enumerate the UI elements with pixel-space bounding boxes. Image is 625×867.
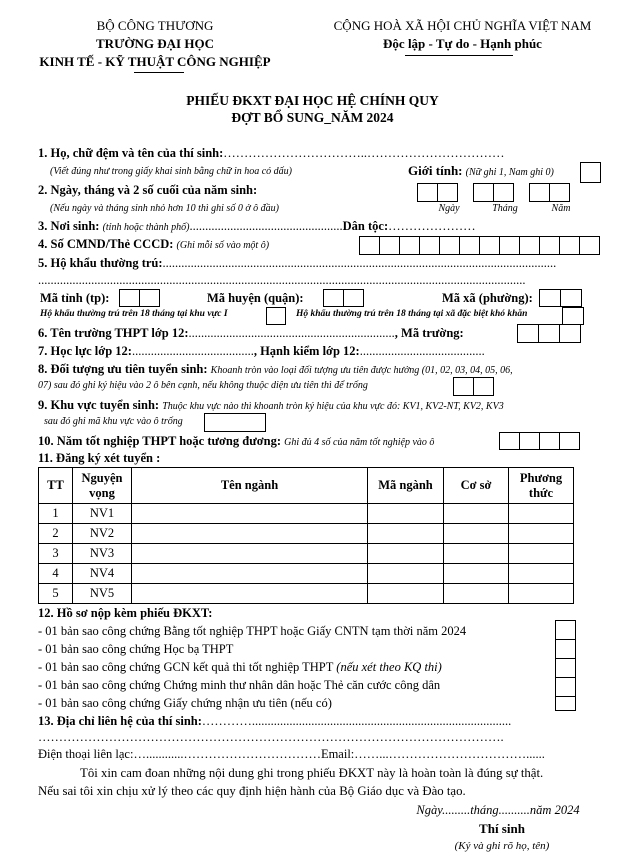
col-header-choice: Nguyện vọng: [73, 468, 132, 504]
row-tt: 2: [39, 524, 73, 544]
major-code-cell[interactable]: [368, 504, 444, 524]
field-residence[interactable]: [38, 256, 556, 271]
dob-year-boxes[interactable]: [530, 183, 570, 202]
country-name: CỘNG HOÀ XÃ HỘI CHỦ NGHĨA VIỆT NAM: [333, 18, 592, 33]
field-full-name[interactable]: [38, 146, 505, 161]
phone-label: Điện thoại liên lạc:: [38, 747, 134, 761]
school-code-label: , Mã trường:: [394, 326, 464, 340]
birthplace-dots: .................................................: [189, 219, 343, 233]
birthplace-label: 3. Nơi sinh:: [38, 219, 100, 233]
table-row: [39, 544, 574, 564]
registration-label: 11. Đăng ký xét tuyển :: [38, 451, 161, 465]
major-code-cell[interactable]: [368, 564, 444, 584]
field-graduation-year: [38, 434, 434, 449]
form-subtitle: ĐỢT BỔ SUNG_NĂM 2024: [231, 110, 394, 125]
major-cell[interactable]: [132, 564, 368, 584]
table-row: [39, 524, 574, 544]
method-cell[interactable]: [509, 544, 574, 564]
priority-note2: 07) sau đó ghi ký hiệu vào 2 ô bên cạnh, nếu không thuộc diện ưu tiên thì để trống: [38, 380, 368, 391]
region-note1: Thuộc khu vực nào thì khoanh tròn ký hiệu của khu vực đó: KV1, KV2-NT, KV2, KV3: [162, 401, 504, 412]
row-tt: 1: [39, 504, 73, 524]
signature-date: Ngày.........tháng..........năm 2024: [416, 803, 580, 817]
region-box[interactable]: [204, 413, 266, 432]
table-row: [39, 504, 574, 524]
dob-note: (Nếu ngày và tháng sinh nhỏ hơn 10 thì ghi số 0 ở ô đầu): [50, 203, 279, 214]
dob-month-boxes[interactable]: [474, 183, 514, 202]
field-region: [38, 398, 504, 413]
campus-cell[interactable]: [444, 524, 509, 544]
ethnic-dots: …………………: [388, 219, 476, 233]
region-note2: sau đó ghi mã khu vực vào ô trống: [44, 416, 183, 427]
row-choice: NV4: [73, 564, 132, 584]
full-name-dots: ……………………………..……………………………: [223, 146, 505, 160]
header-underline-left: [134, 72, 184, 73]
document-item: - 01 bản sao công chứng GCN kết quả thi tốt nghiệp THPT (nếu xét theo KQ thi): [38, 660, 442, 674]
field-birthplace[interactable]: [38, 219, 476, 234]
commune-code-boxes[interactable]: [540, 289, 582, 307]
major-code-cell[interactable]: [368, 584, 444, 604]
month-caption: Tháng: [492, 203, 518, 214]
priority-boxes[interactable]: [454, 377, 494, 396]
id-number-label: 4. Số CMND/Thẻ CCCD:: [38, 237, 174, 251]
academic-label: 7. Học lực lớp 12:: [38, 344, 132, 358]
form-title: PHIẾU ĐKXT ĐẠI HỌC HỆ CHÍNH QUY: [186, 93, 439, 108]
table-row: [39, 584, 574, 604]
row-choice: NV3: [73, 544, 132, 564]
full-name-note: (Viết đúng như trong giấy khai sinh bằng chữ in hoa có dấu): [50, 166, 292, 177]
day-caption: Ngày: [438, 203, 460, 214]
residence-dots: ..............................................................................................................................: [162, 256, 557, 270]
row-choice: NV5: [73, 584, 132, 604]
commune-code-label: Mã xã (phường):: [442, 291, 533, 305]
field-id-number: [38, 237, 269, 252]
year-caption: Năm: [551, 203, 571, 214]
gender-field: [408, 163, 554, 179]
residence-dots-line2: ............................................................................................................................................................: [38, 273, 526, 287]
header-underline-right: [405, 55, 513, 56]
field-phone-email[interactable]: [38, 747, 545, 762]
signature-note: (Ký và ghi rõ họ, tên): [454, 840, 550, 852]
region1-box[interactable]: [266, 307, 286, 325]
signature-role: Thí sinh: [479, 821, 525, 836]
col-header-major-code: Mã ngành: [368, 468, 444, 504]
gender-box[interactable]: [580, 162, 601, 183]
hard-commune-box[interactable]: [562, 307, 584, 325]
row-tt: 4: [39, 564, 73, 584]
district-code-boxes[interactable]: [324, 289, 364, 307]
birthplace-note: (tỉnh hoặc thành phố): [102, 222, 190, 233]
row-tt: 3: [39, 544, 73, 564]
major-cell[interactable]: [132, 544, 368, 564]
col-header-method: Phương thức: [509, 468, 574, 504]
document-item: - 01 bản sao công chứng Giấy chứng nhận ưu tiên (nếu có): [38, 696, 332, 710]
row-tt: 5: [39, 584, 73, 604]
address-label: 13. Địa chỉ liên hệ của thí sinh:: [38, 714, 202, 728]
region1-note: Hộ khẩu thường trú trên 18 tháng tại khu vực I: [40, 309, 228, 319]
document-item: - 01 bản sao công chứng Học bạ THPT: [38, 642, 234, 656]
address-dots-line2: ………………………………………………………………………………………………….: [38, 730, 504, 744]
dob-label: 2. Ngày, tháng và 2 số cuối của năm sinh:: [38, 183, 258, 197]
gender-label: Giới tính:: [408, 163, 463, 178]
email-label: Email:: [320, 747, 355, 761]
table-row: [39, 564, 574, 584]
major-cell[interactable]: [132, 584, 368, 604]
document-item: - 01 bản sao công chứng Bằng tốt nghiệp THPT hoặc Giấy CNTN tạm thời năm 2024: [38, 624, 467, 638]
declaration-line2: Nếu sai tôi xin chịu xử lý theo các quy định hiện hành của Bộ Giáo dục và Đào tạo.: [38, 784, 466, 798]
priority-note1: Khoanh tròn vào loại đối tượng ưu tiên được hưởng (01, 02, 03, 04, 05, 06,: [210, 365, 513, 376]
high-school-dots: ..................................................................: [188, 326, 395, 340]
declaration-line1: Tôi xin cam đoan những nội dung ghi trong phiếu ĐKXT này là hoàn toàn là đúng sự thật.: [80, 766, 544, 780]
dob-day-boxes[interactable]: [418, 183, 458, 202]
campus-cell[interactable]: [444, 544, 509, 564]
major-code-cell[interactable]: [368, 524, 444, 544]
conduct-label: , Hạnh kiểm lớp 12:: [253, 344, 360, 358]
residence-label: 5. Hộ khẩu thường trú:: [38, 256, 163, 270]
ministry-name: BỘ CÔNG THƯƠNG: [96, 18, 214, 33]
campus-cell[interactable]: [444, 504, 509, 524]
method-cell[interactable]: [509, 504, 574, 524]
school-name-line1: TRƯỜNG ĐẠI HỌC: [96, 36, 214, 51]
gender-note: (Nữ ghi 1, Nam ghi 0): [465, 167, 554, 178]
ethnic-label: Dân tộc:: [342, 219, 389, 233]
method-cell[interactable]: [509, 584, 574, 604]
priority-label: 8. Đối tượng ưu tiên tuyển sinh:: [38, 362, 208, 376]
phone-dots: …............……………………………: [133, 747, 321, 761]
id-number-note: (Ghi mỗi số vào một ô): [176, 240, 270, 251]
row-choice: NV1: [73, 504, 132, 524]
high-school-label: 6. Tên trường THPT lớp 12:: [38, 326, 189, 340]
col-header-major: Tên ngành: [132, 468, 368, 504]
method-cell[interactable]: [509, 524, 574, 544]
documents-checkboxes[interactable]: [555, 620, 576, 711]
id-number-boxes[interactable]: [360, 236, 600, 255]
field-priority: [38, 362, 513, 377]
graduation-year-boxes[interactable]: [500, 432, 580, 450]
full-name-label: 1. Họ, chữ đệm và tên của thí sinh:: [38, 146, 224, 160]
hard-commune-note: Hộ khẩu thường trú trên 18 tháng tại xã đặc biệt khó khăn: [296, 309, 528, 319]
district-code-label: Mã huyện (quận):: [207, 291, 304, 305]
method-cell[interactable]: [509, 564, 574, 584]
field-high-school[interactable]: [38, 326, 464, 341]
major-code-cell[interactable]: [368, 544, 444, 564]
graduation-year-note: Ghi đủ 4 số của năm tốt nghiệp vào ô: [284, 437, 435, 448]
field-academic[interactable]: [38, 344, 485, 359]
document-note: (nếu xét theo KQ thi): [336, 660, 442, 674]
region-label: 9. Khu vực tuyển sinh:: [38, 398, 160, 412]
campus-cell[interactable]: [444, 564, 509, 584]
academic-dots: .......................................: [131, 344, 254, 358]
conduct-dots: ........................................: [359, 344, 485, 358]
province-code-boxes[interactable]: [120, 289, 160, 307]
field-address[interactable]: [38, 714, 511, 729]
col-header-tt: TT: [39, 468, 73, 504]
documents-label: 12. Hồ sơ nộp kèm phiếu ĐKXT:: [38, 606, 213, 620]
campus-cell[interactable]: [444, 584, 509, 604]
col-header-campus: Cơ sở: [444, 468, 509, 504]
major-cell[interactable]: [132, 524, 368, 544]
motto: Độc lập - Tự do - Hạnh phúc: [383, 36, 542, 51]
school-name-line2: KINH TẾ - KỸ THUẬT CÔNG NGHIỆP: [39, 54, 271, 69]
registration-table: [38, 467, 574, 604]
major-cell[interactable]: [132, 504, 368, 524]
province-code-label: Mã tỉnh (tp):: [40, 291, 110, 305]
graduation-year-label: 10. Năm tốt nghiệp THPT hoặc tương đương:: [38, 434, 281, 448]
row-choice: NV2: [73, 524, 132, 544]
document-item: - 01 bản sao công chứng Chứng minh thư nhân dân hoặc Thẻ căn cước công dân: [38, 678, 441, 692]
address-dots: …………...................................................................................: [201, 714, 512, 728]
email-dots: ……...……………………………......: [354, 747, 545, 761]
school-code-boxes[interactable]: [518, 324, 581, 343]
